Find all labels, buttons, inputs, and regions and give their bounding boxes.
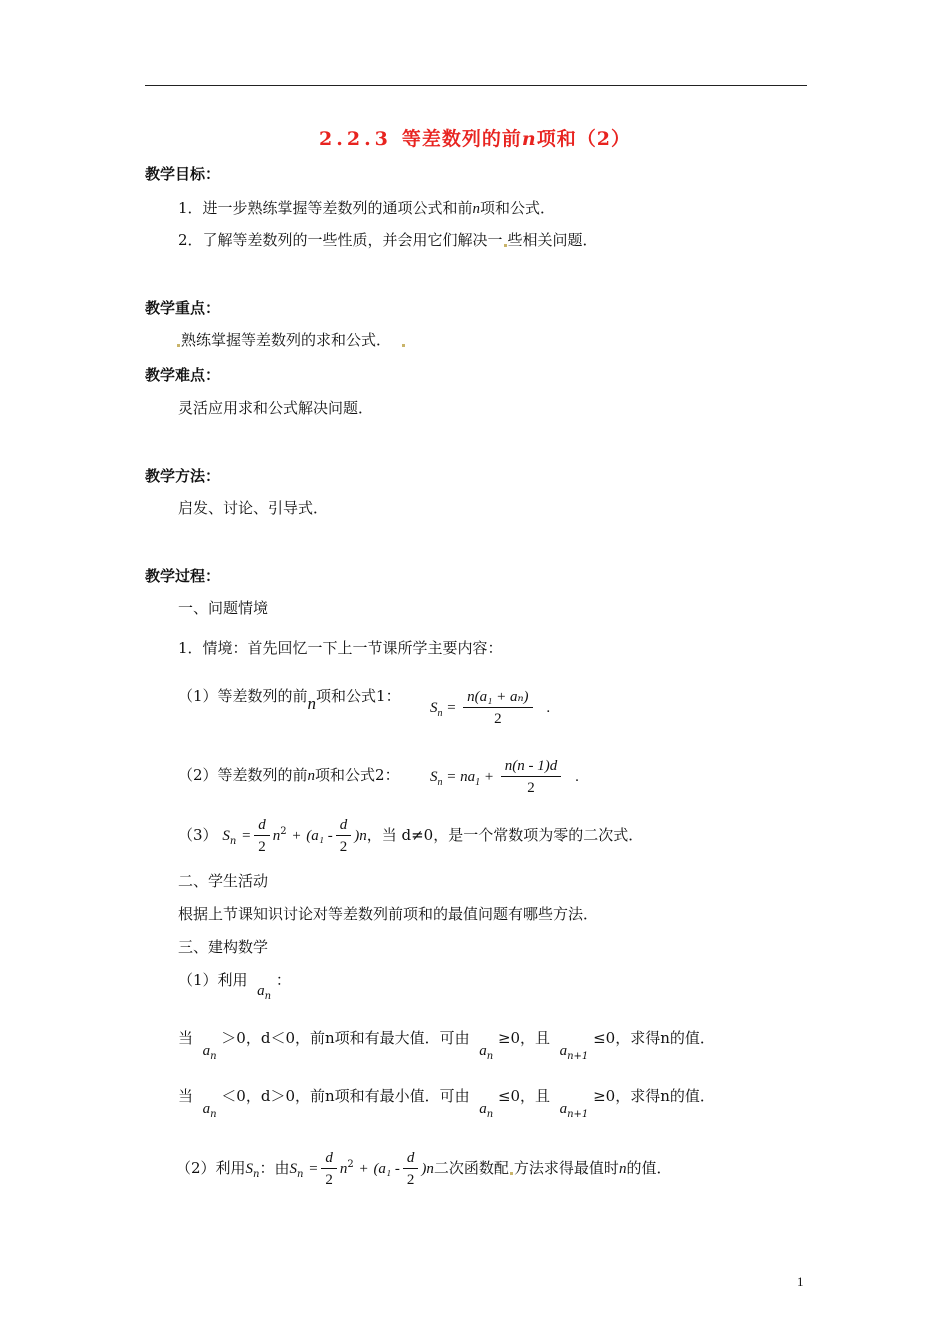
goal-1-text-a: 1．进一步熟练掌握等差数列的通项公式和前 [178, 199, 473, 217]
use-sn-n: n [339, 1161, 348, 1177]
heading-difficulty: 教学难点： [145, 366, 221, 384]
f3-S: S [222, 828, 230, 844]
f3-frac-2 [336, 815, 352, 858]
f1-eq: = [446, 700, 457, 716]
f3-frac-1 [254, 815, 270, 858]
case2-c: ≤0，且 [497, 1087, 551, 1105]
f2-n: n [307, 768, 316, 784]
f1-n: n [307, 694, 317, 713]
formula-2 [430, 755, 579, 805]
use-sn-mid: ：由 [259, 1159, 290, 1177]
f3-plus: + [291, 828, 302, 844]
f2-label-a: （2）等差数列的前 [178, 766, 308, 784]
section-2-title: 二、学生活动 [178, 872, 269, 890]
case2-an2-sub: n [486, 1109, 494, 1120]
title-text-after: 项和（2） [536, 128, 631, 150]
f2-period: . [575, 769, 580, 785]
f3-frac-1-num: d [254, 815, 270, 836]
page-title [0, 124, 950, 151]
f3-end: )n [354, 828, 367, 844]
f1-period: . [546, 700, 551, 716]
use-an-a: a [257, 983, 265, 999]
f1-fraction [463, 687, 532, 730]
f3-mid: (a₁ - [306, 828, 333, 844]
use-sn-label: （2）利用 [176, 1159, 246, 1177]
f3-frac-2-den: 2 [339, 838, 348, 855]
case1-c: ≥0，且 [497, 1029, 551, 1047]
use-sn-end: )n [421, 1161, 434, 1177]
case2-an1-sub: n+1 [567, 1109, 589, 1120]
case1-a: 当 [178, 1029, 194, 1047]
case1-an2: a [479, 1043, 487, 1059]
case2-an: a [202, 1101, 211, 1117]
use-sn-tail-b: 方法求得最值时 [513, 1159, 619, 1177]
f1-S-sub: n [437, 708, 443, 719]
heading-focus: 教学重点： [145, 299, 221, 317]
case2-an-sub: n [210, 1109, 217, 1120]
case1-an1: a [559, 1043, 568, 1059]
goal-item-1 [178, 198, 555, 219]
f2-label-b: 项和公式2： [315, 766, 400, 784]
title-number: 2.2.3 [319, 128, 392, 150]
focus-text-body: 熟练掌握等差数列的求和公式． [181, 331, 392, 349]
f1-label-a: （1）等差数列的前 [178, 687, 308, 705]
use-sn-S2-sub: n [297, 1169, 304, 1180]
page-number: 1 [797, 1274, 804, 1289]
formula-3 [178, 810, 643, 864]
f3-label: （3） [178, 826, 218, 844]
f3-frac-2-num: d [336, 815, 352, 836]
focus-text [176, 330, 406, 350]
f1-denominator: 2 [494, 711, 502, 728]
f1-S: S [430, 700, 438, 716]
f2-denominator: 2 [527, 780, 535, 797]
use-sn-tail-c: 的值． [626, 1159, 672, 1177]
f1-numerator: n(a₁ + aₙ) [463, 687, 532, 708]
case2-an2: a [479, 1101, 487, 1117]
use-sn-frac-1-den: 2 [325, 1171, 333, 1188]
use-sn-line [176, 1143, 671, 1197]
f3-sq: 2 [280, 826, 287, 837]
methods-text: 启发、讨论、引导式． [178, 499, 329, 517]
goal-1-var: n [472, 201, 481, 217]
case1-an: a [202, 1043, 211, 1059]
use-sn-frac-2 [403, 1148, 419, 1191]
f1-label-b: 项和公式1： [316, 687, 401, 705]
f3-tail: ，当 d≠0，是一个常数项为零的二次式． [366, 826, 644, 844]
title-var: n [521, 128, 537, 150]
case1-d: ≤0，求得n的值． [593, 1029, 715, 1047]
f2-numerator: n(n - 1)d [501, 756, 562, 777]
dot-mark [177, 344, 180, 347]
header-rule [145, 85, 807, 86]
heading-process: 教学过程： [145, 567, 221, 585]
activity-text: 根据上节课知识讨论对等差数列前项和的最值问题有哪些方法． [178, 905, 599, 923]
title-text-before: 等差数列的前 [401, 128, 522, 150]
use-sn-plus: + [358, 1161, 369, 1177]
formula-1 [430, 686, 551, 736]
heading-goals: 教学目标： [145, 165, 221, 183]
f2-fraction [501, 756, 562, 799]
formula-1-label [178, 686, 401, 714]
case2-b: ＜0，d＞0，前n项和有最小值．可由 [221, 1087, 470, 1105]
heading-methods: 教学方法： [145, 467, 221, 485]
use-sn-frac-2-den: 2 [406, 1171, 415, 1188]
use-sn-tail-a: 二次函数配 [433, 1159, 509, 1177]
use-an-line [178, 970, 291, 1007]
use-sn-sq: 2 [347, 1159, 354, 1170]
case-2-line [178, 1086, 715, 1125]
case1-an2-sub: n [486, 1051, 494, 1062]
use-an-colon: ： [275, 971, 291, 989]
use-sn-mid-expr: (a₁ - [373, 1161, 400, 1177]
use-sn-S2: S [289, 1161, 298, 1177]
case1-an-sub: n [210, 1051, 217, 1062]
difficulty-text: 灵活应用求和公式解决问题． [178, 399, 374, 417]
section-3-title: 三、建构数学 [178, 938, 269, 956]
section-1-title: 一、问题情境 [178, 599, 269, 617]
goal-1-text-b: 项和公式． [480, 199, 556, 217]
f2-pre: = na [446, 769, 476, 785]
case-1-line [178, 1028, 715, 1067]
f3-eq: = [241, 828, 252, 844]
goal-2-text-a: 2．了解等差数列的一些性质，并会用它们解决一 [178, 231, 503, 249]
case2-a: 当 [178, 1087, 194, 1105]
use-sn-tail-n: n [618, 1161, 627, 1177]
use-sn-S: S [245, 1161, 254, 1177]
use-an-sub: n [264, 991, 272, 1002]
case1-an1-sub: n+1 [567, 1051, 589, 1062]
formula-2-label [178, 765, 400, 786]
use-sn-frac-2-num: d [403, 1148, 419, 1169]
case2-d: ≥0，求得n的值． [593, 1087, 715, 1105]
use-an-label: （1）利用 [178, 971, 248, 989]
f2-S: S [430, 769, 438, 785]
f3-S-sub: n [229, 836, 237, 847]
goal-item-2 [178, 230, 598, 250]
f2-plus: + [483, 769, 494, 785]
situation-text: 1．情境：首先回忆一下上一节课所学主要内容： [178, 639, 503, 657]
use-sn-S-sub: n [253, 1169, 260, 1180]
case2-an1: a [559, 1101, 568, 1117]
case1-b: ＞0，d＜0，前n项和有最大值．可由 [221, 1029, 470, 1047]
f2-a-sub: 1 [475, 777, 481, 788]
use-sn-eq: = [308, 1161, 319, 1177]
f2-S-sub: n [437, 777, 443, 788]
use-sn-frac-1-num: d [321, 1148, 337, 1169]
goal-2-text-b: 些相关问题． [507, 231, 598, 249]
f3-n: n [272, 828, 281, 844]
f3-frac-1-den: 2 [258, 838, 266, 855]
use-sn-frac-1 [321, 1148, 337, 1191]
dot-mark [510, 1172, 513, 1175]
dot-mark [504, 244, 507, 247]
dot-mark [402, 344, 405, 347]
